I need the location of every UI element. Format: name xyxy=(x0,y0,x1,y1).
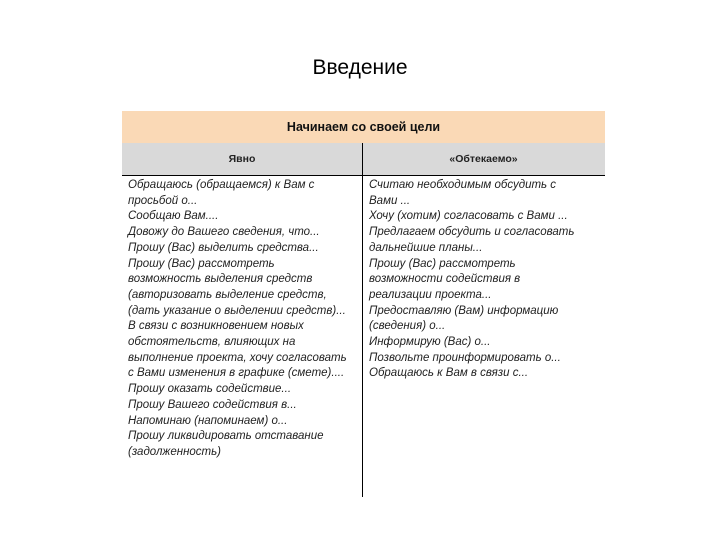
phrase-line: (дать указание о выделении средств)... xyxy=(128,304,346,317)
phrase-line: Сообщаю Вам.... xyxy=(128,210,219,223)
phrase-line: возможности содействия в xyxy=(369,273,521,286)
phrase-line: Обращаюсь (обращаемся) к Вам с xyxy=(128,179,315,191)
phrase-line: Прошу (Вас) рассмотреть xyxy=(128,257,275,270)
indirect-column xyxy=(369,178,574,382)
phrase-line: реализации проекта... xyxy=(369,288,492,301)
phrase-line: (задолженность) xyxy=(128,445,221,458)
phrase-line: выполнение проекта, хочу согласовать xyxy=(128,351,347,364)
phrase-line: (сведения) о... xyxy=(369,320,446,333)
phrase-line: Предлагаем обсудить и согласовать xyxy=(369,226,575,239)
phrase-line: Напоминаю (напоминаем) о... xyxy=(128,414,288,427)
phrase-line: Вами ... xyxy=(369,194,411,207)
phrase-line: Предоставляю (Вам) информацию xyxy=(369,304,559,317)
phrase-line: Хочу (хотим) согласовать с Вами ... xyxy=(369,210,568,223)
phrase-line: Прошу (Вас) рассмотреть xyxy=(369,257,516,270)
explicit-column xyxy=(128,178,347,461)
phrase-line: дальнейшие планы... xyxy=(369,241,483,254)
phrase-line: Обращаюсь к Вам в связи с... xyxy=(369,367,529,380)
goal-band xyxy=(122,111,605,143)
phrase-line: (авторизовать выделение средств, xyxy=(128,288,327,301)
header-indirect: «Обтекаемо» xyxy=(449,153,518,165)
header-explicit: Явно xyxy=(228,153,256,165)
phrase-line: Информирую (Вас) о... xyxy=(369,336,491,349)
phrase-line: возможность выделения средств xyxy=(128,273,313,286)
phrase-line: В связи с возникновением новых xyxy=(128,320,304,333)
table-header xyxy=(122,143,605,175)
goal-band-label: Начинаем со своей цели xyxy=(286,120,441,134)
phrase-line: Позвольте проинформировать о... xyxy=(369,351,561,364)
phrase-line: Прошу ликвидировать отставание xyxy=(128,430,324,443)
phrase-line: Прошу оказать содействие... xyxy=(128,383,292,396)
column-divider xyxy=(362,143,363,497)
phrase-line: Прошу Вашего содействия в... xyxy=(128,398,297,411)
phrase-line: просьбой о... xyxy=(128,194,198,207)
phrase-line: обстоятельств, влияющих на xyxy=(128,336,296,349)
slide-title: Введение xyxy=(312,56,408,79)
phrase-line: Считаю необходимым обсудить с xyxy=(369,179,557,191)
phrase-line: Довожу до Вашего сведения, что... xyxy=(128,226,320,239)
phrase-line: Прошу (Вас) выделить средства... xyxy=(128,241,319,254)
phrase-line: с Вами изменения в графике (смете).... xyxy=(128,367,345,380)
header-divider xyxy=(122,175,605,176)
